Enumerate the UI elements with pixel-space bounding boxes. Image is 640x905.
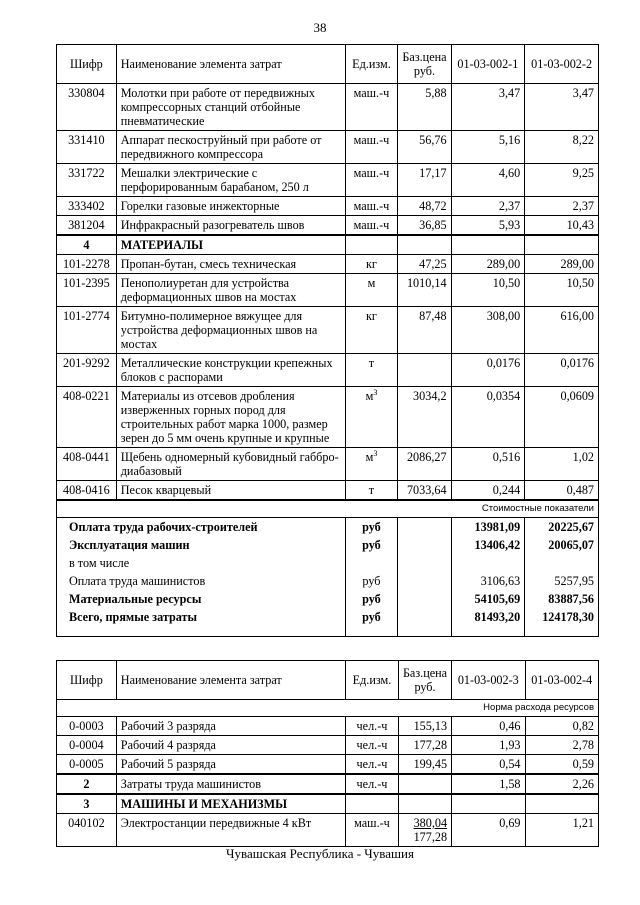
summary-price (398, 572, 451, 590)
summary-price (398, 518, 451, 537)
row-unit-text: кг (366, 309, 377, 323)
row-value-2: 10,43 (525, 216, 599, 236)
summary-value-2: 20225,67 (525, 518, 599, 537)
row-value-2: 8,22 (525, 131, 599, 164)
row-price: 2086,27 (398, 448, 451, 481)
header-col4: 01-03-002-4 (525, 661, 598, 700)
summary-price (398, 536, 451, 554)
section-title: МАШИНЫ И МЕХАНИЗМЫ (116, 794, 345, 814)
row-code: 101-2774 (57, 307, 117, 354)
table-header-row (57, 45, 599, 84)
summary-price (398, 608, 451, 637)
row-name: Щебень одномерный кубовидный габбро-диабазовый (116, 448, 345, 481)
row-unit (345, 84, 398, 131)
row-unit-exponent: 3 (373, 448, 378, 458)
table-row (57, 481, 599, 501)
table-row (57, 164, 599, 197)
row-value-1: 0,244 (451, 481, 525, 501)
cost-caption: Стоимостные показатели (57, 500, 599, 518)
row-price: 48,72 (398, 197, 451, 216)
row-code: 0-0004 (57, 736, 117, 755)
summary-label: Оплата труда машинистов (57, 572, 346, 590)
row-name: Битумно-полимерное вяжущее для устройства деформационных швов на мостах (116, 307, 345, 354)
table-row (57, 307, 599, 354)
summary-unit: руб (345, 590, 398, 608)
row-value-2: 0,0176 (525, 354, 599, 387)
row-name: Электростанции передвижные 4 кВт (116, 814, 345, 847)
table-row (57, 755, 599, 775)
row-value-1: 0,0354 (451, 387, 525, 448)
section-number: 4 (57, 235, 117, 255)
summary-label: в том числе (57, 554, 346, 572)
section-unit: чел.-ч (346, 774, 399, 794)
table-row (57, 197, 599, 216)
summary-value-2 (525, 554, 599, 572)
header-col1: 01-03-002-1 (451, 45, 525, 84)
row-unit (345, 164, 398, 197)
row-unit-text: м (367, 276, 376, 290)
row-unit-text: чел.-ч (356, 757, 388, 771)
row-code: 408-0416 (57, 481, 117, 501)
row-name: Материалы из отсевов дробления изверженных горных пород для строительных работ марка 1000, размер зерен до 5 мм очень крупные и крупные (116, 387, 345, 448)
row-unit (345, 131, 398, 164)
row-price: 87,48 (398, 307, 451, 354)
summary-value-2: 83887,56 (525, 590, 599, 608)
row-unit-text: м (365, 450, 374, 464)
row-unit-text: т (368, 356, 375, 370)
row-price: 199,45 (398, 755, 451, 775)
table-row (57, 814, 599, 847)
row-unit-text: кг (366, 257, 377, 271)
header-unit: Ед.изм. (345, 45, 398, 84)
row-unit (346, 755, 399, 775)
row-unit (345, 481, 398, 501)
header-name: Наименование элемента затрат (116, 661, 345, 700)
row-value-2: 10,50 (525, 274, 599, 307)
row-unit (345, 197, 398, 216)
summary-label: Эксплуатация машин (57, 536, 346, 554)
summary-unit (345, 554, 398, 572)
row-price: 56,76 (398, 131, 451, 164)
row-unit-text: маш.-ч (353, 86, 390, 100)
row-price: 155,13 (398, 717, 451, 736)
summary-value-2: 124178,30 (525, 608, 599, 637)
row-value-1: 2,37 (451, 197, 525, 216)
summary-unit: руб (345, 572, 398, 590)
row-unit (346, 717, 399, 736)
row-unit-text: т (368, 483, 375, 497)
row-unit-text: м (365, 389, 374, 403)
summary-value-1: 81493,20 (451, 608, 525, 637)
row-value-2: 1,02 (525, 448, 599, 481)
row-code: 408-0441 (57, 448, 117, 481)
row-name: Рабочий 4 разряда (116, 736, 345, 755)
row-value-2: 0,82 (525, 717, 598, 736)
summary-row (57, 608, 599, 637)
row-name: Пропан-бутан, смесь техническая (116, 255, 345, 274)
row-price: 36,85 (398, 216, 451, 236)
summary-label: Оплата труда рабочих-строителей (57, 518, 346, 537)
summary-row (57, 590, 599, 608)
row-unit (345, 216, 398, 236)
row-name: Рабочий 3 разряда (116, 717, 345, 736)
page-footer: Чувашская Республика - Чувашия (226, 846, 414, 861)
row-unit-text: маш.-ч (353, 133, 390, 147)
row-unit-text: маш.-ч (353, 166, 390, 180)
row-value-2: 9,25 (525, 164, 599, 197)
row-unit (345, 448, 398, 481)
row-value-1: 0,54 (452, 755, 525, 775)
table-row (57, 131, 599, 164)
header-price: Баз.цена руб. (398, 45, 451, 84)
row-unit (346, 736, 399, 755)
row-unit-text: маш.-ч (353, 199, 390, 213)
row-name: Пенополиуретан для устройства деформационных швов на мостах (116, 274, 345, 307)
row-price (398, 814, 451, 847)
summary-price (398, 554, 451, 572)
section-name: Затраты труда машинистов (116, 774, 345, 794)
row-price: 3034,2 (398, 387, 451, 448)
row-value-1: 0,69 (452, 814, 525, 847)
section-title: МАТЕРИАЛЫ (116, 235, 345, 255)
summary-value-1: 13406,42 (451, 536, 525, 554)
row-price-main: 380,04 (413, 816, 448, 830)
row-value-2: 0,59 (525, 755, 598, 775)
row-value-2: 0,487 (525, 481, 599, 501)
row-name: Горелки газовые инжекторные (116, 197, 345, 216)
summary-row (57, 572, 599, 590)
row-value-1: 308,00 (451, 307, 525, 354)
section-number: 2 (57, 774, 117, 794)
header-code: Шифр (57, 45, 117, 84)
table-row (57, 84, 599, 131)
section-row (57, 774, 599, 794)
row-code: 101-2278 (57, 255, 117, 274)
header-code: Шифр (57, 661, 117, 700)
row-unit (345, 307, 398, 354)
table-row (57, 216, 599, 236)
resource-table-1 (56, 44, 599, 637)
row-code: 333402 (57, 197, 117, 216)
row-value-2: 1,21 (525, 814, 598, 847)
row-price: 47,25 (398, 255, 451, 274)
row-unit: маш.-ч (346, 814, 399, 847)
row-code: 101-2395 (57, 274, 117, 307)
summary-value-1: 13981,09 (451, 518, 525, 537)
table-row (57, 387, 599, 448)
section-row (57, 235, 599, 255)
header-unit: Ед.изм. (346, 661, 399, 700)
row-value-2: 2,37 (525, 197, 599, 216)
row-price: 1010,14 (398, 274, 451, 307)
row-value-2: 616,00 (525, 307, 599, 354)
row-name: Рабочий 5 разряда (116, 755, 345, 775)
table-row (57, 354, 599, 387)
row-value-1: 4,60 (451, 164, 525, 197)
table-row (57, 717, 599, 736)
row-code: 330804 (57, 84, 117, 131)
row-value-1: 289,00 (451, 255, 525, 274)
summary-row (57, 536, 599, 554)
row-code: 331722 (57, 164, 117, 197)
row-value-2: 0,0609 (525, 387, 599, 448)
row-unit-exponent: 3 (373, 387, 378, 397)
row-code: 0-0003 (57, 717, 117, 736)
section-value-2: 2,26 (525, 774, 598, 794)
header-col2: 01-03-002-2 (525, 45, 599, 84)
table-row (57, 255, 599, 274)
header-col3: 01-03-002-3 (452, 661, 525, 700)
row-unit-text: чел.-ч (356, 719, 388, 733)
resource-table-2 (56, 660, 599, 847)
row-name: Песок кварцевый (116, 481, 345, 501)
section-value-1: 1,58 (452, 774, 525, 794)
row-code: 201-9292 (57, 354, 117, 387)
row-value-2: 2,78 (525, 736, 598, 755)
caption-row (57, 500, 599, 518)
row-value-1: 3,47 (451, 84, 525, 131)
row-value-1: 0,516 (451, 448, 525, 481)
row-name: Мешалки электрические с перфорированным барабаном, 250 л (116, 164, 345, 197)
row-price: 177,28 (398, 736, 451, 755)
summary-unit: руб (345, 536, 398, 554)
table-header-row (57, 661, 599, 700)
row-value-2: 3,47 (525, 84, 599, 131)
row-value-2: 289,00 (525, 255, 599, 274)
page-number: 38 (313, 20, 327, 35)
row-name: Молотки при работе от передвижных компрессорных станций отбойные пневматические (116, 84, 345, 131)
summary-value-1: 54105,69 (451, 590, 525, 608)
summary-unit: руб (345, 608, 398, 637)
row-unit-text: чел.-ч (356, 738, 388, 752)
summary-value-2: 5257,95 (525, 572, 599, 590)
summary-label: Материальные ресурсы (57, 590, 346, 608)
summary-row (57, 518, 599, 537)
row-name: Инфракрасный разогреватель швов (116, 216, 345, 236)
row-code: 331410 (57, 131, 117, 164)
row-value-1: 10,50 (451, 274, 525, 307)
row-price: 7033,64 (398, 481, 451, 501)
caption-row (57, 700, 599, 717)
row-unit (345, 387, 398, 448)
summary-value-1: 3106,63 (451, 572, 525, 590)
summary-label: Всего, прямые затраты (57, 608, 346, 637)
row-value-1: 0,46 (452, 717, 525, 736)
row-value-1: 1,93 (452, 736, 525, 755)
row-value-1: 0,0176 (451, 354, 525, 387)
norm-caption: Норма расхода ресурсов (57, 700, 599, 717)
row-name: Аппарат пескоструйный при работе от передвижного компрессора (116, 131, 345, 164)
table-row (57, 736, 599, 755)
row-name: Металлические конструкции крепежных блоков с распорами (116, 354, 345, 387)
table-row (57, 448, 599, 481)
header-price: Баз.цена руб. (398, 661, 451, 700)
summary-price (398, 590, 451, 608)
row-unit (345, 255, 398, 274)
row-code: 381204 (57, 216, 117, 236)
section-number: 3 (57, 794, 117, 814)
row-price (398, 354, 451, 387)
row-value-1: 5,16 (451, 131, 525, 164)
header-name: Наименование элемента затрат (116, 45, 345, 84)
row-price-secondary: 177,28 (413, 830, 448, 844)
summary-value-2: 20065,07 (525, 536, 599, 554)
table-row (57, 274, 599, 307)
row-code: 0-0005 (57, 755, 117, 775)
row-price: 5,88 (398, 84, 451, 131)
summary-value-1 (451, 554, 525, 572)
row-value-1: 5,93 (451, 216, 525, 236)
summary-unit: руб (345, 518, 398, 537)
row-unit-text: маш.-ч (353, 218, 390, 232)
row-unit (345, 354, 398, 387)
row-code: 408-0221 (57, 387, 117, 448)
summary-row (57, 554, 599, 572)
row-code: 040102 (57, 814, 117, 847)
row-price: 17,17 (398, 164, 451, 197)
row-unit (345, 274, 398, 307)
section-row (57, 794, 599, 814)
